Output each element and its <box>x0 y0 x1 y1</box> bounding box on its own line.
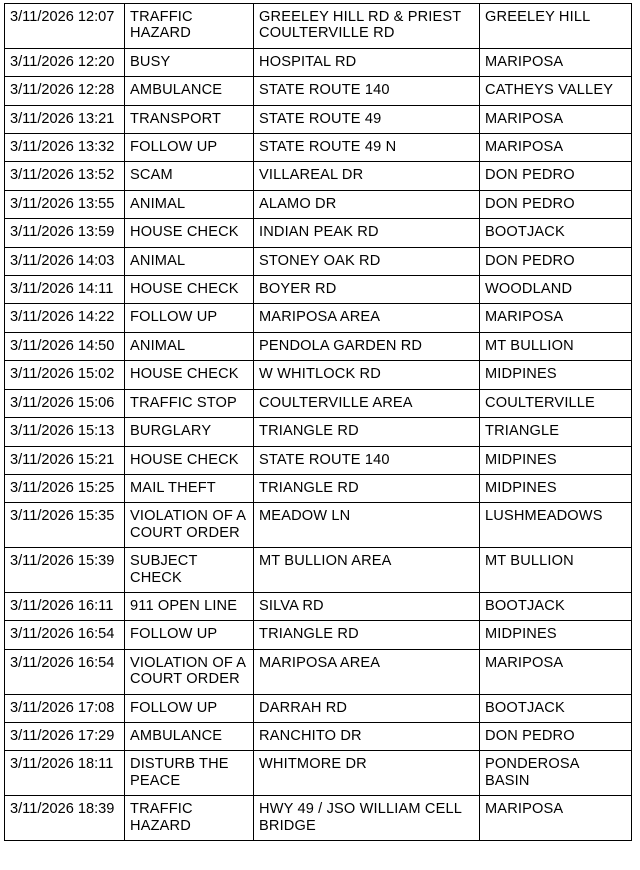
call-area: MIDPINES <box>480 474 632 502</box>
call-location: STATE ROUTE 140 <box>254 446 480 474</box>
call-area: DON PEDRO <box>480 190 632 218</box>
call-type: HOUSE CHECK <box>125 219 254 247</box>
table-row <box>5 548 632 593</box>
call-area: PONDEROSA BASIN <box>480 751 632 796</box>
call-area: COULTERVILLE <box>480 389 632 417</box>
call-area: DON PEDRO <box>480 162 632 190</box>
table-row <box>5 796 632 841</box>
table-row <box>5 48 632 76</box>
call-location: TRIANGLE RD <box>254 621 480 649</box>
table-row <box>5 446 632 474</box>
call-type: HOUSE CHECK <box>125 276 254 304</box>
call-type: FOLLOW UP <box>125 304 254 332</box>
call-location: MEADOW LN <box>254 503 480 548</box>
call-location: RANCHITO DR <box>254 722 480 750</box>
call-type: SCAM <box>125 162 254 190</box>
call-location: ALAMO DR <box>254 190 480 218</box>
table-row <box>5 592 632 620</box>
call-datetime: 3/11/2026 13:52 <box>5 162 125 190</box>
table-row <box>5 276 632 304</box>
table-row <box>5 304 632 332</box>
call-location: STATE ROUTE 49 N <box>254 134 480 162</box>
call-area: DON PEDRO <box>480 722 632 750</box>
table-row <box>5 247 632 275</box>
table-row <box>5 361 632 389</box>
call-log-body <box>5 4 632 841</box>
call-datetime: 3/11/2026 16:11 <box>5 592 125 620</box>
call-location: MT BULLION AREA <box>254 548 480 593</box>
call-datetime: 3/11/2026 18:39 <box>5 796 125 841</box>
call-type: SUBJECT CHECK <box>125 548 254 593</box>
call-type: FOLLOW UP <box>125 621 254 649</box>
call-datetime: 3/11/2026 15:39 <box>5 548 125 593</box>
call-type: BUSY <box>125 48 254 76</box>
call-type: TRAFFIC HAZARD <box>125 796 254 841</box>
call-location: INDIAN PEAK RD <box>254 219 480 247</box>
table-row <box>5 134 632 162</box>
call-location: STATE ROUTE 140 <box>254 77 480 105</box>
table-row <box>5 190 632 218</box>
table-row <box>5 418 632 446</box>
call-area: MARIPOSA <box>480 48 632 76</box>
call-location: DARRAH RD <box>254 694 480 722</box>
call-area: MARIPOSA <box>480 304 632 332</box>
call-datetime: 3/11/2026 12:07 <box>5 4 125 49</box>
table-row <box>5 474 632 502</box>
table-row <box>5 751 632 796</box>
call-location: WHITMORE DR <box>254 751 480 796</box>
call-location: MARIPOSA AREA <box>254 649 480 694</box>
call-area: MIDPINES <box>480 446 632 474</box>
call-area: MARIPOSA <box>480 105 632 133</box>
call-location: BOYER RD <box>254 276 480 304</box>
call-datetime: 3/11/2026 14:22 <box>5 304 125 332</box>
call-location: VILLAREAL DR <box>254 162 480 190</box>
call-area: MARIPOSA <box>480 796 632 841</box>
call-log-table <box>4 3 632 841</box>
call-type: DISTURB THE PEACE <box>125 751 254 796</box>
call-area: BOOTJACK <box>480 592 632 620</box>
call-location: COULTERVILLE AREA <box>254 389 480 417</box>
call-area: LUSHMEADOWS <box>480 503 632 548</box>
call-location: GREELEY HILL RD & PRIEST COULTERVILLE RD <box>254 4 480 49</box>
call-datetime: 3/11/2026 14:03 <box>5 247 125 275</box>
call-location: STATE ROUTE 49 <box>254 105 480 133</box>
call-datetime: 3/11/2026 15:25 <box>5 474 125 502</box>
call-datetime: 3/11/2026 12:20 <box>5 48 125 76</box>
call-type: HOUSE CHECK <box>125 361 254 389</box>
table-row <box>5 649 632 694</box>
table-row <box>5 332 632 360</box>
table-row <box>5 77 632 105</box>
call-area: DON PEDRO <box>480 247 632 275</box>
call-area: WOODLAND <box>480 276 632 304</box>
call-datetime: 3/11/2026 16:54 <box>5 649 125 694</box>
call-area: BOOTJACK <box>480 219 632 247</box>
call-location: TRIANGLE RD <box>254 418 480 446</box>
call-area: CATHEYS VALLEY <box>480 77 632 105</box>
table-row <box>5 105 632 133</box>
call-location: MARIPOSA AREA <box>254 304 480 332</box>
call-type: MAIL THEFT <box>125 474 254 502</box>
call-area: MARIPOSA <box>480 649 632 694</box>
call-type: FOLLOW UP <box>125 694 254 722</box>
call-type: VIOLATION OF A COURT ORDER <box>125 649 254 694</box>
call-datetime: 3/11/2026 13:55 <box>5 190 125 218</box>
call-type: BURGLARY <box>125 418 254 446</box>
call-datetime: 3/11/2026 12:28 <box>5 77 125 105</box>
call-type: TRANSPORT <box>125 105 254 133</box>
table-row <box>5 4 632 49</box>
call-area: GREELEY HILL <box>480 4 632 49</box>
call-datetime: 3/11/2026 15:02 <box>5 361 125 389</box>
call-type: AMBULANCE <box>125 722 254 750</box>
table-row <box>5 621 632 649</box>
call-type: FOLLOW UP <box>125 134 254 162</box>
call-datetime: 3/11/2026 13:21 <box>5 105 125 133</box>
call-location: TRIANGLE RD <box>254 474 480 502</box>
table-row <box>5 694 632 722</box>
call-datetime: 3/11/2026 17:29 <box>5 722 125 750</box>
call-location: HWY 49 / JSO WILLIAM CELL BRIDGE <box>254 796 480 841</box>
call-area: MT BULLION <box>480 332 632 360</box>
call-datetime: 3/11/2026 15:21 <box>5 446 125 474</box>
call-location: HOSPITAL RD <box>254 48 480 76</box>
call-datetime: 3/11/2026 17:08 <box>5 694 125 722</box>
call-type: ANIMAL <box>125 332 254 360</box>
call-location: STONEY OAK RD <box>254 247 480 275</box>
call-datetime: 3/11/2026 18:11 <box>5 751 125 796</box>
call-type: ANIMAL <box>125 247 254 275</box>
call-datetime: 3/11/2026 15:13 <box>5 418 125 446</box>
call-area: BOOTJACK <box>480 694 632 722</box>
call-datetime: 3/11/2026 14:50 <box>5 332 125 360</box>
table-row <box>5 219 632 247</box>
call-location: W WHITLOCK RD <box>254 361 480 389</box>
call-type: TRAFFIC STOP <box>125 389 254 417</box>
table-row <box>5 503 632 548</box>
call-location: SILVA RD <box>254 592 480 620</box>
call-type: ANIMAL <box>125 190 254 218</box>
call-datetime: 3/11/2026 16:54 <box>5 621 125 649</box>
call-location: PENDOLA GARDEN RD <box>254 332 480 360</box>
call-datetime: 3/11/2026 15:06 <box>5 389 125 417</box>
call-area: TRIANGLE <box>480 418 632 446</box>
call-type: VIOLATION OF A COURT ORDER <box>125 503 254 548</box>
call-area: MT BULLION <box>480 548 632 593</box>
call-datetime: 3/11/2026 13:59 <box>5 219 125 247</box>
call-datetime: 3/11/2026 14:11 <box>5 276 125 304</box>
call-area: MIDPINES <box>480 361 632 389</box>
table-row <box>5 162 632 190</box>
call-datetime: 3/11/2026 13:32 <box>5 134 125 162</box>
call-type: TRAFFIC HAZARD <box>125 4 254 49</box>
call-type: 911 OPEN LINE <box>125 592 254 620</box>
call-area: MIDPINES <box>480 621 632 649</box>
call-datetime: 3/11/2026 15:35 <box>5 503 125 548</box>
call-type: HOUSE CHECK <box>125 446 254 474</box>
call-type: AMBULANCE <box>125 77 254 105</box>
call-area: MARIPOSA <box>480 134 632 162</box>
table-row <box>5 722 632 750</box>
table-row <box>5 389 632 417</box>
